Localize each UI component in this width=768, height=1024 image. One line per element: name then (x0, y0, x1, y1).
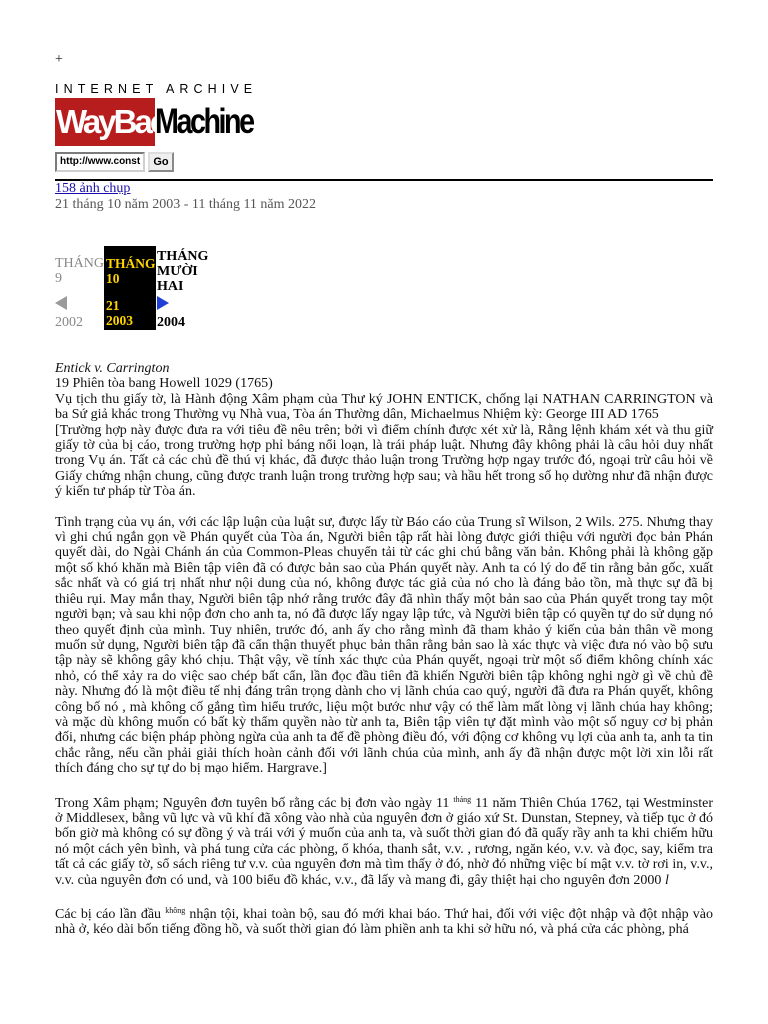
snapshot-date-range: 21 tháng 10 năm 2003 - 11 tháng 11 năm 2022 (55, 197, 317, 212)
paragraph-2: Tình trạng của vụ án, với các lập luận của luật sư, được lấy từ Báo cáo của Trung sĩ Wilson, 2 Wils. 275. Nhưng thay vì ghi chú ngắn gọn về Phán quyết của Tòa án, Người biên tập rất hài lòng được giới thiệu với người đọc bản Phán quyết dài, do Ngài Chánh án của Common-Pleas chuyển tải từ các ghi chú bằng văn bản. Không phải là không gặp một số khó khăn mà Biên tập viên đã có được bản sao của Phán quyết này. Anh ta có lý do để tin rằng bản gốc, xuất sắc nhất và có giá trị nhất như nội dung của nó, không được tác giả của nó cho là đáng bảo tồn, mà thực sự đã bị thiêu rụi. May mắn thay, Người biên tập nhớ rằng trước đây đã nhìn thấy một bản sao của Phán quyết trong tay một người bạn; và sau khi nộp đơn cho anh ta, nó đã được lấy ngay lập tức, và Người biên tập có quyền tự do sử dụng nó theo quyết định của mình. Tuy nhiên, trước đó, anh ấy cho rằng mình đã tham khảo ý kiến của bản thân về mong muốn sử dụng, Người biên tập đã cẩn thận thuyết phục bản thân rằng bản sao là xác thực và việc đưa nó vào bộ sưu tập này sẽ không gây khó chịu. Thật vậy, về tính xác thực của Phán quyết, ngoại trừ một số điểm không chính xác nhỏ, có thể xảy ra do việc sao chép bất cẩn, lần đọc đầu tiên đã khiến Người biên tập không nghi ngờ gì về chủ đề này. Nhưng đó là một điều tế nhị đáng trân trọng dành cho vị lãnh chúa cao quý, người đã đưa ra Phán quyết, không công bố nó , mà không cố gắng tìm hiểu trước, liệu một bước như vậy có thể làm mất lòng vị lãnh chúa hay không; và mặc dù không muốn có bất kỳ thẩm quyền nào từ anh ta, Biên tập viên tự đặt mình vào một số nguy cơ bị phản đối, nhưng các biện pháp phòng ngừa của anh ta để đề phòng điều đó, với động cơ không vụ lợi của anh ta, anh ta tin chắc rằng, nếu cần phải giải thích hoàn cảnh đối với lãnh chúa của mình, anh ấy đã nhận được một lời xin lỗi rất thích đáng cho sự tự do bị mạo hiểm. Hargrave.] (55, 514, 713, 777)
case-citation: 19 Phiên tòa bang Howell 1029 (1765) (55, 376, 273, 392)
snapshots-link[interactable]: 158 ảnh chụp (55, 181, 131, 196)
paragraph-3-rest: 11 năm Thiên Chúa 1762, tại Westminster ở Middlesex, bằng vũ lực và vũ khí đã xông vào nhà của nguyên đơn ở giáo xứ St. Dunstan, Stepney, và tiếp tục ở đó bốn giờ mà không có sự đồng ý và trái với ý muốn của anh ta, và suốt thời gian đó đã quấy rầy anh ta khi chiếm hữu nó một cách yên bình, và phá tung cửa các phòng, ổ khóa, thanh sắt, v.v. , rương, ngăn kéo, v.v. và đọc, say, kiểm tra tất cả các giấy tờ, sổ sách riêng tư v.v. của nguyên đơn mà tìm thấy ở đó, nhờ đó những việc bí mật v.v. tờ rơi in, v.v., v.v. của nguyên đơn có und, và 100 biểu đồ khác, v.v., đã lấy và mang đi, gây thiệt hại cho nguyên đơn 2000 (55, 795, 713, 888)
paragraph-3-superscript: tháng (453, 794, 472, 804)
internet-archive-label: INTERNET ARCHIVE (55, 82, 258, 96)
paragraph-4 (55, 903, 713, 938)
wayback-logo-text: WayBack (55, 98, 155, 146)
machine-logo-text: Machine (155, 102, 253, 141)
url-input[interactable]: http://www.const (55, 152, 145, 172)
current-month-label (106, 256, 156, 286)
current-month-word: THÁNG (106, 256, 156, 271)
next-year[interactable]: 2004 (157, 315, 185, 330)
next-month-line3: HAI (157, 279, 184, 294)
next-month-line1: THÁNG (157, 249, 209, 264)
case-title: Entick v. Carrington (55, 361, 170, 376)
go-button[interactable]: Go (148, 152, 174, 172)
paragraph-3 (55, 792, 713, 888)
current-day-year (106, 298, 133, 328)
calendar-prev-month[interactable] (55, 256, 104, 286)
prev-year[interactable]: 2002 (55, 315, 83, 330)
calendar-current-month (104, 246, 156, 330)
current-year: 2003 (106, 313, 133, 328)
paragraph-4-rest: nhận tội, khai toàn bộ, sau đó mới khai báo. Thứ hai, đối với việc đột nhập và đột nhập vào nhà ở, kéo dài bốn tiếng đồng hồ, và suốt thời gian đó làm phiền anh ta khi sở hữu nó, và phá cửa các phòng, phá (55, 907, 714, 938)
next-month-line2: MƯỜI (157, 264, 198, 279)
editor-note: [Trường hợp này được đưa ra với tiêu đề nêu trên; bởi vì điểm chính được xét xử là, Rằng lệnh khám xét và thu giữ giấy tờ của bị cáo, trong trường hợp phỉ báng nổi loạn, là trái pháp luật. Nhưng đây không phải là câu hỏi duy nhất trong Vụ án. Tất cả các chủ đề thú vị khác, đã được thảo luận trong Trường hợp ngay trước đó, ngoại trừ câu hỏi về Giấy chứng nhận chung, cũng được tranh luận trong trường hợp sau; và hầu hết trong số họ dường như đã nhận được ý kiến tư pháp từ Tòa án. (55, 422, 713, 500)
paragraph-3-italic-end: l (664, 872, 669, 888)
document-body (55, 361, 713, 938)
current-month-number: 10 (106, 271, 120, 286)
header-divider (55, 179, 713, 181)
prev-capture-arrow-icon[interactable] (55, 296, 67, 310)
prev-month-number: 9 (55, 271, 62, 286)
next-capture-arrow-icon[interactable] (157, 296, 169, 310)
paragraph-3-start: Trong Xâm phạm; Nguyên đơn tuyên bố rằng các bị đơn vào ngày 11 (55, 795, 450, 811)
paragraph-4-superscript: không (165, 906, 186, 915)
prev-month-label: THÁNG (55, 256, 104, 271)
paragraph-4-start: Các bị cáo lần đầu (55, 907, 162, 922)
top-marker: + (55, 52, 63, 67)
case-summary: Vụ tịch thu giấy tờ, là Hành động Xâm phạm của Thư ký JOHN ENTICK, chống lại NATHAN CARRINGTON và ba Sứ giả khác trong Thường vụ Nhà vua, Tòa án Thường dân, Michaelmus Nhiệm kỳ: George III AD 1765 (55, 391, 713, 423)
current-day: 21 (106, 298, 120, 313)
calendar-next-month[interactable] (157, 249, 208, 294)
wayback-machine-logo[interactable] (55, 98, 251, 146)
